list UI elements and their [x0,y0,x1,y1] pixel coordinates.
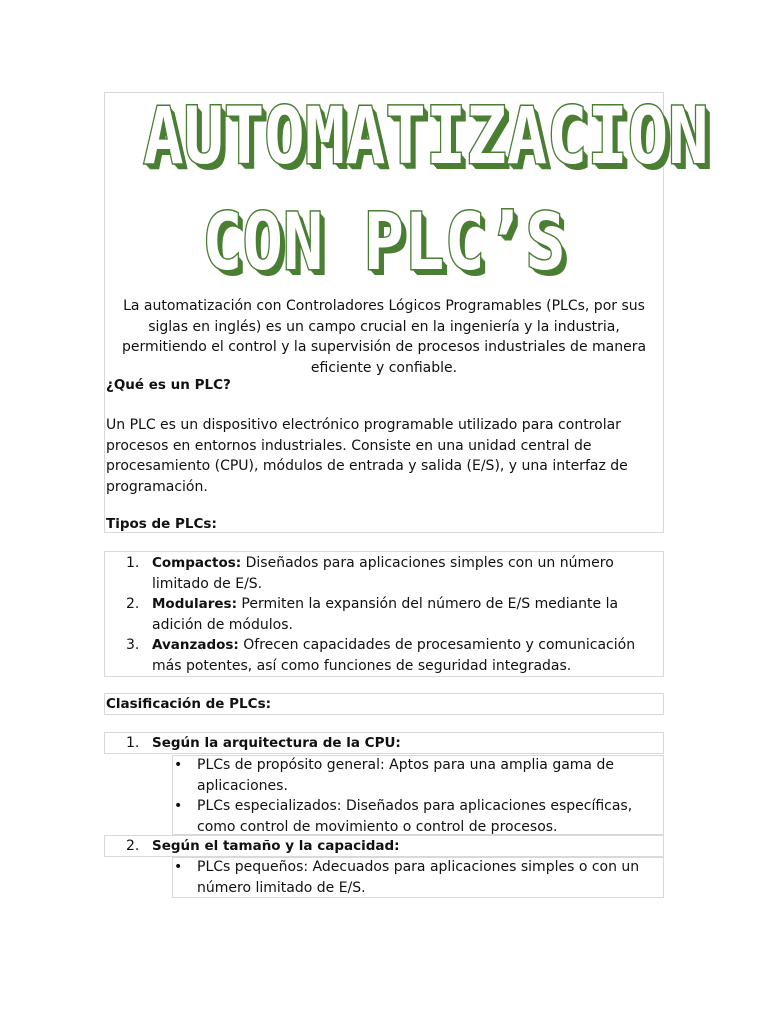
list-term: Según la arquitectura de la CPU: [152,735,401,751]
bullet-item [172,796,652,837]
bullet-icon: • [174,757,183,773]
tipos-item-modulares [106,594,658,635]
list-text: Permiten la expansión del número de E/S mediante la adición de módulos. [152,596,619,633]
clasificacion-heading: Clasificación de PLCs: [106,696,271,712]
tipos-item-avanzados [106,635,658,676]
bullet-icon: • [174,859,183,875]
list-number: 3. [126,637,140,653]
bullet-text: PLCs especializados: Diseñados para aplicaciones específicas, como control de movimiento o control de procesos. [197,798,633,835]
list-text: Diseñados para aplicaciones simples con un número limitado de E/S. [152,555,614,592]
clasificacion-item-1 [106,733,658,754]
clasificacion-sublist-1 [172,755,652,837]
list-number: 1. [126,555,140,571]
bullet-item [172,857,652,898]
list-item [106,836,658,857]
intro-paragraph: La automatización con Controladores Lógicos Programables (PLCs, por sus siglas en inglés) es un campo crucial en la ingeniería y la industria, permitiendo el control y la supervisión de procesos industriales de manera eficiente y confiable. [121,298,647,376]
title-line-2: CON PLC’S [202,198,566,288]
bullet-icon: • [174,798,183,814]
bullet-text: PLCs de propósito general: Aptos para una amplia gama de aplicaciones. [197,757,614,794]
list-number: 1. [126,735,140,751]
list-term: Modulares: [152,596,237,612]
bullet-text: PLCs pequeños: Adecuados para aplicaciones simples o con un número limitado de E/S. [197,859,640,896]
list-term: Avanzados: [152,637,239,653]
list-text: Ofrecen capacidades de procesamiento y comunicación más potentes, así como funciones de seguridad integradas. [152,637,636,674]
clasificacion-sublist-2 [172,857,652,898]
que-es-paragraph: Un PLC es un dispositivo electrónico programable utilizado para controlar procesos en entornos industriales. Consiste en una unidad central de procesamiento (CPU), módulos de entrada y salida (E/S), y una interfaz de programación. [106,417,628,495]
list-number: 2. [126,838,140,854]
tipos-item-compactos [106,553,658,594]
tipos-list [106,553,658,676]
tipos-heading: Tipos de PLCs: [106,516,217,532]
clasificacion-item-2 [106,836,658,857]
list-item [106,733,658,754]
title-line-1: AUTOMATIZACION [143,92,709,182]
que-es-heading: ¿Qué es un PLC? [106,377,231,393]
list-number: 2. [126,596,140,612]
list-term: Según el tamaño y la capacidad: [152,838,400,854]
bullet-item [172,755,652,796]
list-term: Compactos: [152,555,242,571]
